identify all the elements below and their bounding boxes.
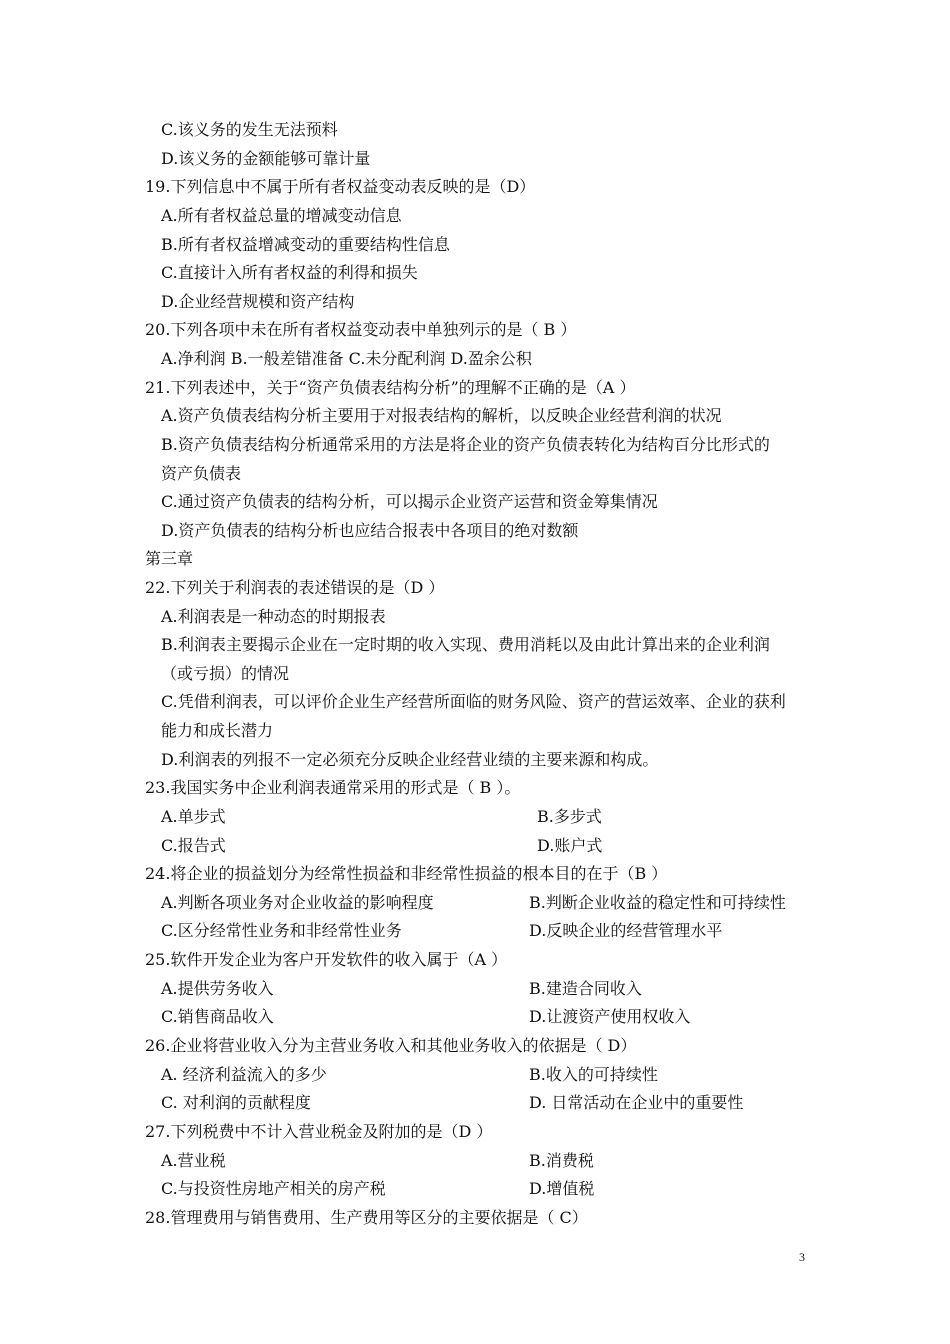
question-line: 24.将企业的损益划分为经常性损益和非经常性损益的根本目的在于（B ） [145,864,668,883]
question-line: 22.下列关于利润表的表述错误的是（D ） [145,578,445,597]
option-line: D.企业经营规模和资产结构 [161,292,355,311]
option-line: D.该义务的金额能够可靠计量 [161,149,371,168]
option-line: C.该义务的发生无法预料 [161,120,338,139]
option-line: 资产负债表 [161,464,242,483]
page-number: 3 [799,1250,805,1264]
option-line: B.所有者权益增减变动的重要结构性信息 [161,235,450,254]
option-line: D. 日常活动在企业中的重要性 [529,1093,744,1112]
option-line: 能力和成长潜力 [161,721,274,740]
option-line: A.净利润 B.一般差错准备 C.未分配利润 D.盈余公积 [161,349,532,368]
option-line: D.增值税 [529,1179,595,1198]
question-line: 21.下列表述中，关于“资产负债表结构分析”的理解不正确的是（A ） [145,378,636,397]
option-line: A.单步式 [161,807,226,826]
option-line: A.提供劳务收入 [161,979,274,998]
option-line: C.通过资产负债表的结构分析，可以揭示企业资产运营和资金筹集情况 [161,492,658,511]
option-line: A. 经济利益流入的多少 [161,1065,327,1084]
option-line: D.资产负债表的结构分析也应结合报表中各项目的绝对数额 [161,521,579,540]
option-line: C.区分经常性业务和非经常性业务 [161,921,402,940]
question-line: 19.下列信息中不属于所有者权益变动表反映的是（D） [145,177,536,196]
option-line: B.资产负债表结构分析通常采用的方法是将企业的资产负债表转化为结构百分比形式的 [161,435,770,454]
option-line: D.让渡资产使用权收入 [529,1007,691,1026]
option-line: B.判断企业收益的稳定性和可持续性 [529,893,786,912]
question-line: 27.下列税费中不计入营业税金及附加的是（D ） [145,1122,493,1141]
option-line: （或亏损）的情况 [161,664,290,683]
option-line: C.报告式 [161,836,226,855]
question-line: 28.管理费用与销售费用、生产费用等区分的主要依据是（ C） [145,1208,588,1227]
option-line: B.多步式 [537,807,602,826]
option-line: C.凭借利润表，可以评价企业生产经营所面临的财务风险、资产的营运效率、企业的获利 [161,692,786,711]
chapter-heading: 第三章 [145,549,194,568]
question-line: 20.下列各项中未在所有者权益变动表中单独列示的是（ B ） [145,320,577,339]
option-line: C.直接计入所有者权益的利得和损失 [161,263,418,282]
question-line: 25.软件开发企业为客户开发软件的收入属于（A ） [145,950,508,969]
option-line: D.反映企业的经营管理水平 [529,921,723,940]
option-line: C.与投资性房地产相关的房产税 [161,1179,386,1198]
option-line: A.营业税 [161,1151,226,1170]
option-line: A.所有者权益总量的增减变动信息 [161,206,402,225]
option-line: B.收入的可持续性 [529,1065,658,1084]
option-line: C. 对利润的贡献程度 [161,1093,311,1112]
question-line: 26.企业将营业收入分为主营业务收入和其他业务收入的依据是（ D） [145,1036,637,1055]
option-line: B.消费税 [529,1151,594,1170]
option-line: A.判断各项业务对企业收益的影响程度 [161,893,434,912]
option-line: C.销售商品收入 [161,1007,274,1026]
option-line: A.利润表是一种动态的时期报表 [161,607,386,626]
option-line: B.建造合同收入 [529,979,642,998]
question-line: 23.我国实务中企业利润表通常采用的形式是（ B ）。 [145,778,521,797]
option-line: A.资产负债表结构分析主要用于对报表结构的解析，以反映企业经营利润的状况 [161,406,722,425]
option-line: D.利润表的列报不一定必须充分反映企业经营业绩的主要来源和构成。 [161,750,659,769]
option-line: D.账户式 [537,836,603,855]
option-line: B.利润表主要揭示企业在一定时期的收入实现、费用消耗以及由此计算出来的企业利润 [161,635,770,654]
